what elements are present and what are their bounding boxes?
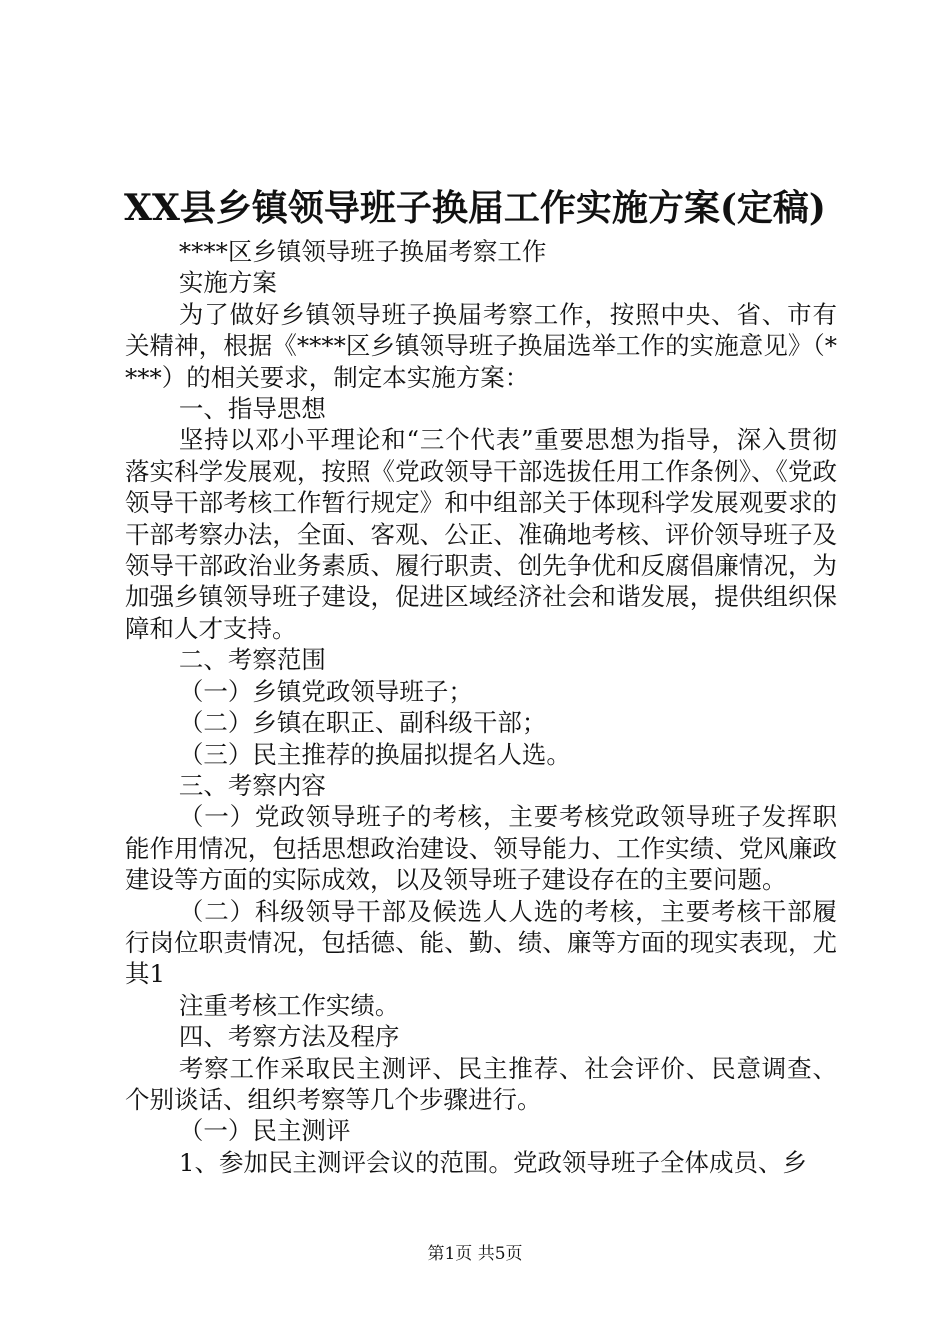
heading-content: 三、考察内容 [178, 770, 326, 800]
paragraph-evaluation-scope: 1、参加民主测评会议的范围。党政领导班子全体成员、乡 [178, 1147, 807, 1177]
document-title: XX县乡镇领导班子换届工作实施方案(定稿) [124, 187, 826, 229]
paragraph-content-1: （一）党政领导班子的考核，主要考核党政领导班子发挥职能作用情况，包括思想政治建设、领导能力、工作实绩、党风廉政建设等方面的实际成效，以及领导班子建设存在的主要问题。 [125, 802, 837, 895]
list-item-scope-1: （一）乡镇党政领导班子； [178, 676, 473, 706]
page-footer: 第1页 共5页 [427, 1244, 523, 1264]
document-body [125, 236, 837, 1178]
paragraph-guiding-thought: 坚持以邓小平理论和“三个代表”重要思想为指导，深入贯彻落实科学发展观，按照《党政领导干部选拔任用工作条例》、《党政领导干部考核工作暂行规定》和中组部关于体现科学发展观要求的干部考察办法，全面、客观、公正、准确地考核、评价领导班子及领导干部政治业务素质、履行职责、创先争优和反腐倡廉情况，为加强乡镇领导班子建设，促进区域经济社会和谐发展，提供组织保障和人才支持。 [125, 425, 837, 643]
heading-guiding-thought: 一、指导思想 [178, 394, 326, 424]
paragraph-subtitle-2: 实施方案 [178, 268, 277, 298]
heading-scope: 二、考察范围 [178, 645, 326, 675]
paragraph-subtitle-1: ****区乡镇领导班子换届考察工作 [178, 237, 547, 266]
list-item-scope-3: （三）民主推荐的换届拟提名人选。 [178, 739, 571, 769]
subheading-democratic-evaluation: （一）民主测评 [178, 1116, 351, 1146]
heading-method: 四、考察方法及程序 [178, 1022, 400, 1052]
paragraph-method: 考察工作采取民主测评、民主推荐、社会评价、民意调查、个别谈话、组织考察等几个步骤进行。 [125, 1053, 837, 1114]
paragraph-intro: 为了做好乡镇领导班子换届考察工作，按照中央、省、市有关精神，根据《****区乡镇领导班子换届选举工作的实施意见》（****）的相关要求，制定本实施方案： [125, 299, 837, 392]
paragraph-content-2: （二）科级领导干部及候选人人选的考核，主要考核干部履行岗位职责情况，包括德、能、勤、绩、廉等方面的现实表现，尤其1 [125, 896, 837, 989]
list-item-scope-2: （二）乡镇在职正、副科级干部； [178, 708, 547, 738]
paragraph-content-2-cont: 注重考核工作实绩。 [178, 990, 400, 1020]
